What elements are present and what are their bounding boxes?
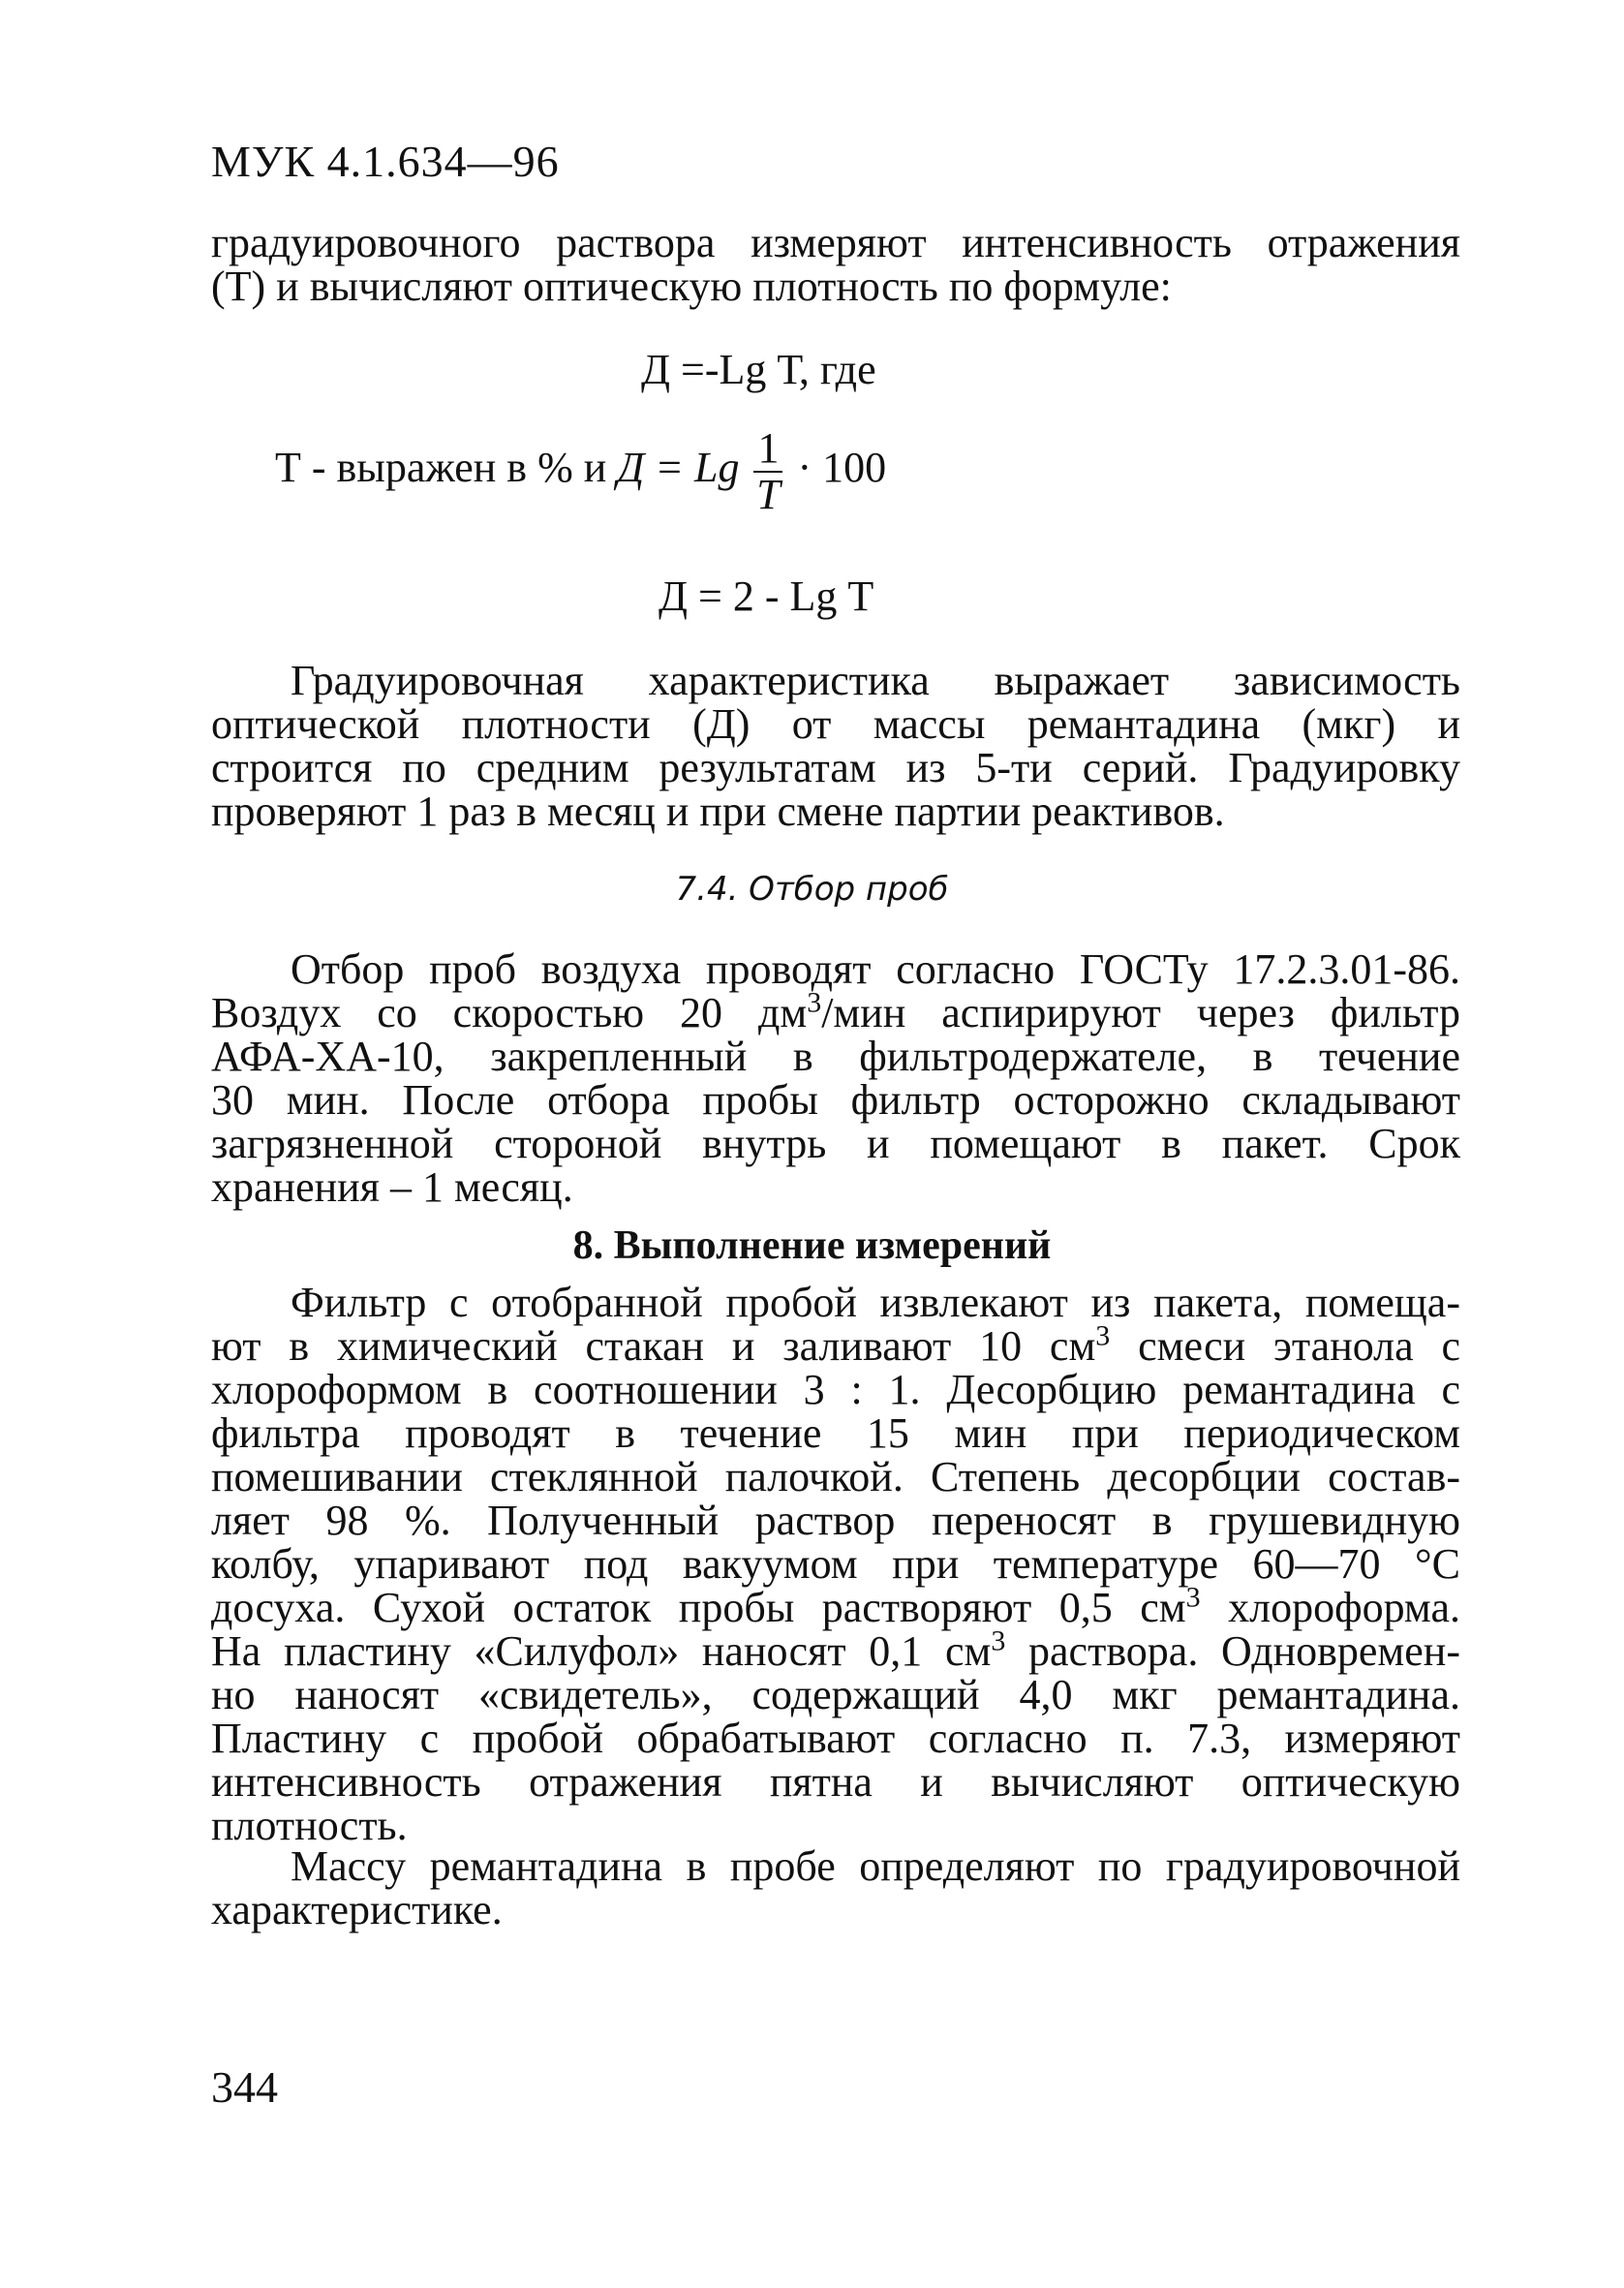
paragraph-measurement (211, 1281, 1460, 1847)
text-line: плотность. (211, 1802, 408, 1849)
text-line: загрязненной стороной внутрь и помещают в пакет. Срок (211, 1120, 1460, 1167)
formula-2-suffix: · 100 (797, 444, 887, 492)
text-line: Фильтр с отобранной пробой извлекают из пакета, помеща- (291, 1279, 1460, 1326)
page-header: МУК 4.1.634—96 (211, 137, 560, 186)
text-line: хранения – 1 месяц. (211, 1163, 573, 1211)
page-number: 344 (211, 2062, 278, 2112)
text-segment: На пластину «Силуфол» наносят 0,1 см (211, 1627, 992, 1675)
formula-2 (275, 426, 886, 517)
formula-2-lhs: Д = Lg (617, 444, 740, 492)
text-line (211, 1319, 1460, 1370)
text-line (211, 986, 1460, 1036)
superscript: 3 (991, 1624, 1006, 1657)
text-segment: Воздух со скоростью 20 дм (211, 989, 808, 1036)
text-line: 30 мин. После отбора пробы фильтр осторожно складывают (211, 1076, 1460, 1124)
formula-3: Д = 2 - Lg Т (659, 572, 874, 620)
formula-1: Д =-Lg Т, где (641, 346, 876, 393)
text-line: градуировочного раствора измеряют интенсивность отражения (211, 219, 1460, 266)
text-segment: раствора. Одновремен- (1005, 1627, 1461, 1675)
text-line (211, 1624, 1461, 1675)
text-line: интенсивность отражения пятна и вычисляют оптическую (211, 1758, 1460, 1806)
intro-paragraph (211, 221, 1460, 308)
text-line: Массу ремантадина в пробе определяют по градуировочной (291, 1842, 1460, 1890)
text-line: строится по средним результатам из 5-ти серий. Градуировку (211, 744, 1460, 791)
fraction (753, 426, 782, 517)
text-line: АФА-ХА-10, закрепленный в фильтродержателе, в течение (211, 1033, 1460, 1080)
text-line: ляет 98 %. Полученный раствор переносят в грушевидную (211, 1497, 1460, 1544)
text-line: характеристике. (211, 1886, 503, 1933)
text-segment: /мин аспирируют через фильтр (821, 989, 1460, 1036)
paragraph-result (211, 1844, 1460, 1932)
superscript: 3 (1185, 1581, 1201, 1614)
formula-2-prefix: Т - выражен в % и (275, 444, 618, 492)
text-segment: досуха. Сухой остаток пробы растворяют 0,5 см (211, 1584, 1186, 1631)
text-line: фильтра проводят в течение 15 мин при периодическом (211, 1409, 1460, 1457)
text-line (211, 1581, 1461, 1631)
superscript: 3 (807, 986, 822, 1019)
paragraph-sampling (211, 947, 1460, 1209)
text-line: Отбор проб воздуха проводят согласно ГОСТу 17.2.3.01-86. (291, 945, 1460, 993)
text-line: но наносят «свидетель», содержащий 4,0 мкг ремантадина. (211, 1671, 1460, 1718)
paragraph-calibration (211, 659, 1460, 833)
text-line: Пластину с пробой обрабатывают согласно п. 7.3, измеряют (211, 1715, 1460, 1762)
fraction-numerator: 1 (753, 426, 782, 473)
section-title: 8. Выполнение измерений (572, 1223, 1052, 1268)
text-segment: ют в химический стакан и заливают 10 см (211, 1322, 1096, 1370)
text-segment: смеси этанола с (1110, 1322, 1460, 1370)
text-line: (Т) и вычисляют оптическую плотность по формуле: (211, 263, 1172, 310)
fraction-denominator: T (756, 471, 781, 518)
subsection-title: 7.4. Отбор проб (675, 870, 949, 909)
text-line: Градуировочная характеристика выражает зависимость (291, 657, 1460, 704)
text-line: помешивании стеклянной палочкой. Степень десорбции состав- (211, 1453, 1460, 1500)
text-line: оптической плотности (Д) от массы ремантадина (мкг) и (211, 700, 1460, 748)
text-line: колбу, упаривают под вакуумом при температуре 60—70 °С (211, 1540, 1460, 1588)
text-line: проверяют 1 раз в месяц и при смене партии реактивов. (211, 788, 1225, 835)
text-line: хлороформом в соотношении 3 : 1. Десорбцию ремантадина с (211, 1366, 1460, 1413)
text-segment: хлороформа. (1200, 1584, 1461, 1631)
superscript: 3 (1095, 1319, 1111, 1352)
